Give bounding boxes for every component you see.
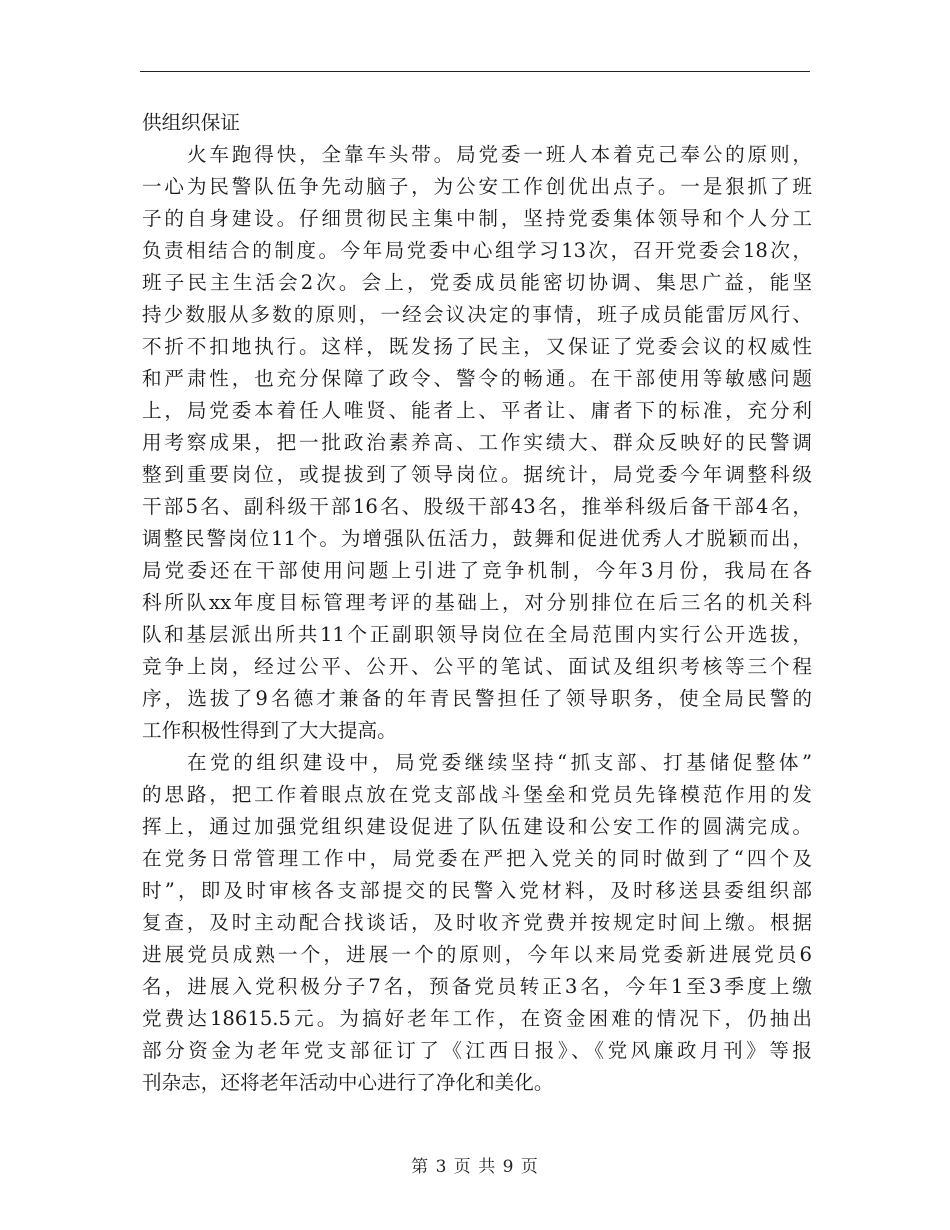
text-line: 的思路，把工作着眼点放在党支部战斗堡垒和党员先锋模范作用的发 [142, 783, 812, 806]
text-line: 负责相结合的制度。今年局党委中心组学习13次，召开党委会18次， [142, 239, 812, 262]
text-line: 刊杂志，还将老年活动中心进行了净化和美化。 [142, 1071, 554, 1094]
text-line: 班子民主生活会2次。会上，党委成员能密切协调、集思广益，能坚 [142, 271, 812, 294]
text-line: 名，进展入党积极分子7名，预备党员转正3名，今年1至3季度上缴 [142, 975, 812, 998]
page-number: 第 3 页 共 9 页 [411, 1157, 539, 1177]
text-line: 工作积极性得到了大大提高。 [142, 719, 397, 742]
text-line: 不折不扣地执行。这样，既发扬了民主，又保证了党委会议的权威性 [142, 335, 812, 358]
text-line: 挥上，通过加强党组织建设促进了队伍建设和公安工作的圆满完成。 [142, 815, 812, 838]
text-line: 局党委还在干部使用问题上引进了竞争机制，今年3月份，我局在各 [142, 559, 812, 582]
text-line: 在党的组织建设中，局党委继续坚持“抓支部、打基储促整体” [187, 751, 812, 774]
text-line: 一心为民警队伍争先动脑子，为公安工作创优出点子。一是狠抓了班 [142, 175, 812, 198]
text-line: 时”，即及时审核各支部提交的民警入党材料，及时移送县委组织部 [142, 879, 812, 902]
header-rule [140, 71, 810, 72]
text-line: 持少数服从多数的原则，一经会议决定的事情，班子成员能雷厉风行、 [142, 303, 812, 326]
text-line: 在党务日常管理工作中，局党委在严把入党关的同时做到了“四个及 [142, 847, 812, 870]
text-line: 复查，及时主动配合找谈话，及时收齐党费并按规定时间上缴。根据 [142, 911, 812, 934]
text-line: 上，局党委本着任人唯贤、能者上、平者让、庸者下的标准，充分利 [142, 399, 812, 422]
text-line: 科所队xx年度目标管理考评的基础上，对分别排位在后三名的机关科 [142, 591, 812, 614]
text-line: 子的自身建设。仔细贯彻民主集中制，坚持党委集体领导和个人分工 [142, 207, 812, 230]
text-line: 部分资金为老年党支部征订了《江西日报》、《党风廉政月刊》等报 [142, 1039, 812, 1062]
text-line: 竞争上岗，经过公平、公开、公平的笔试、面试及组织考核等三个程 [142, 655, 812, 678]
text-line: 序，选拔了9名德才兼备的年青民警担任了领导职务，使全局民警的 [142, 687, 812, 710]
text-line: 和严肃性，也充分保障了政令、警令的畅通。在干部使用等敏感问题 [142, 367, 812, 390]
text-line: 进展党员成熟一个，进展一个的原则，今年以来局党委新进展党员6 [142, 943, 812, 966]
text-line: 用考察成果，把一批政治素养高、工作实绩大、群众反映好的民警调 [142, 431, 812, 454]
text-line: 整到重要岗位，或提拔到了领导岗位。据统计，局党委今年调整科级 [142, 463, 812, 486]
document-body [142, 107, 812, 1099]
text-line: 火车跑得快，全靠车头带。局党委一班人本着克己奉公的原则， [187, 143, 812, 166]
text-line: 供组织保证 [142, 111, 240, 134]
text-line: 调整民警岗位11个。为增强队伍活力，鼓舞和促进优秀人才脱颖而出， [142, 527, 812, 550]
text-line: 党费达18615.5元。为搞好老年工作，在资金困难的情况下，仍抽出 [142, 1007, 812, 1030]
text-line: 干部5名、副科级干部16名、股级干部43名，推举科级后备干部4名， [142, 495, 812, 518]
text-line: 队和基层派出所共11个正副职领导岗位在全局范围内实行公开选拔， [142, 623, 812, 646]
